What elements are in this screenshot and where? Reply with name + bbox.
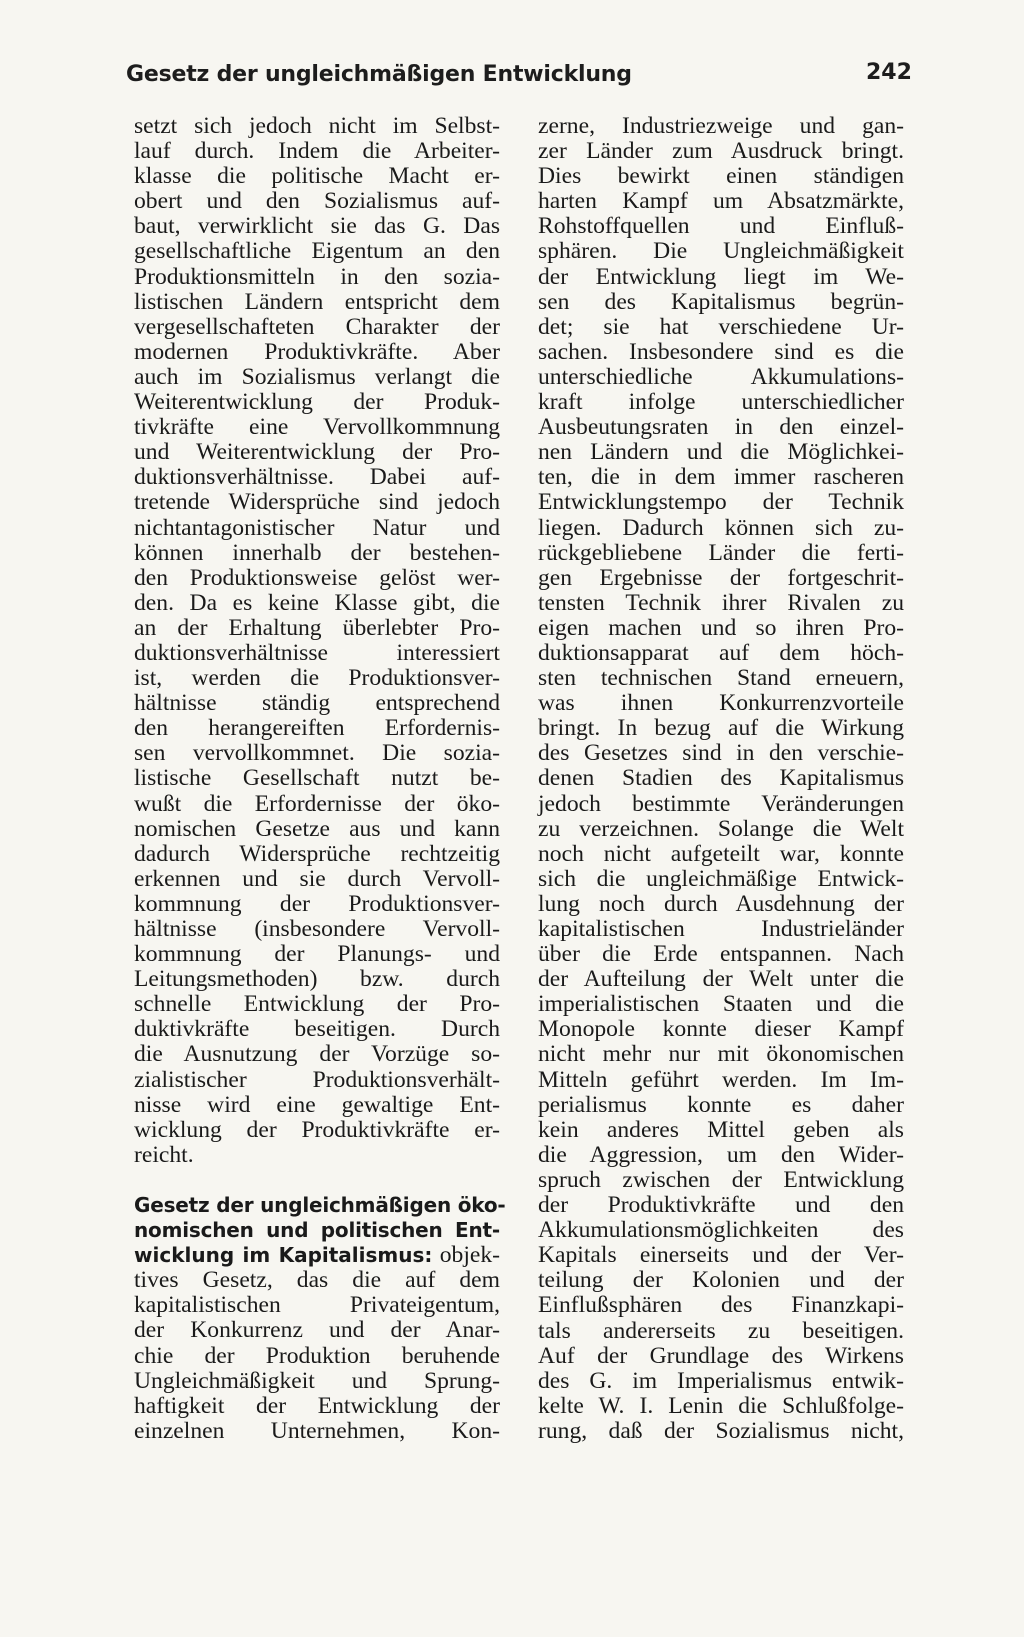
text-line: über die Erde entspannen. Nach	[538, 941, 904, 968]
text-line: den herangereiften Erfordernis-	[134, 715, 500, 742]
text-line: Auf der Grundlage des Wirkens	[538, 1342, 904, 1369]
running-header: Gesetz der ungleichmäßigen Entwicklung	[126, 62, 632, 87]
text-line: nichtantagonistischer Natur und	[134, 514, 500, 541]
text-line: lauf durch. Indem die Arbeiter-	[134, 138, 500, 165]
text-line: Produktionsmitteln in den sozia-	[134, 263, 500, 290]
entry-heading-end: wicklung im Kapitalismus:	[134, 1243, 433, 1268]
text-line: Entwicklungstempo der Technik	[538, 489, 904, 516]
entry-definition-start: objek-	[439, 1242, 500, 1269]
text-line: Rohstoffquellen und Einfluß-	[538, 213, 904, 240]
text-line: haftigkeit der Entwicklung der	[134, 1392, 500, 1419]
text-line: Weiterentwicklung der Produk-	[134, 389, 500, 416]
text-line: unterschiedliche Akkumulations-	[538, 363, 904, 390]
text-line: bringt. In bezug auf die Wirkung	[538, 715, 904, 742]
text-line: Ungleichmäßigkeit und Sprung-	[134, 1367, 500, 1394]
text-line: kapitalistischen Privateigentum,	[134, 1292, 500, 1319]
paragraph-gap	[134, 1168, 500, 1193]
left-column	[134, 113, 506, 1444]
text-line: ten, die in dem immer rascheren	[538, 464, 904, 491]
entry-heading-line: Gesetz der ungleichmäßigen öko-	[134, 1192, 506, 1217]
text-line: chie der Produktion beruhende	[134, 1342, 500, 1369]
paragraph-continuation	[134, 114, 500, 1168]
text-line: listische Gesellschaft nutzt be-	[134, 765, 500, 792]
text-line: reicht.	[134, 1141, 194, 1168]
text-line: wußt die Erfordernisse der öko-	[134, 790, 500, 817]
text-line: des Gesetzes sind in den verschie-	[538, 740, 904, 767]
text-line: rung, daß der Sozialismus nicht,	[538, 1417, 904, 1444]
text-line: jedoch bestimmte Veränderungen	[538, 790, 904, 817]
text-line: sen des Kapitalismus begrün-	[538, 288, 904, 315]
page-number: 242	[866, 60, 912, 85]
text-line: Mitteln geführt werden. Im Im-	[538, 1066, 904, 1093]
text-line: kommnung der Planungs- und	[134, 941, 500, 968]
text-line: tivkräfte eine Vervollkommnung	[134, 414, 500, 441]
text-line: duktionsverhältnisse interessiert	[134, 639, 500, 666]
text-line: hältnisse (insbesondere Vervoll-	[134, 916, 500, 942]
text-line: tives Gesetz, das die auf dem	[134, 1267, 500, 1294]
text-line: ist, werden die Produktionsver-	[134, 665, 500, 692]
text-line: schnelle Entwicklung der Pro-	[134, 991, 500, 1018]
text-line: tretende Widersprüche sind jedoch	[134, 489, 500, 516]
text-line: den. Da es keine Klasse gibt, die	[134, 589, 500, 616]
text-line: nen Ländern und die Möglichkei-	[538, 439, 904, 466]
text-line: Einflußsphären des Finanzkapi-	[538, 1292, 904, 1319]
text-line: harten Kampf um Absatzmärkte,	[538, 188, 904, 215]
text-line: einzelnen Unternehmen, Kon-	[134, 1417, 500, 1444]
text-line: perialismus konnte es daher	[538, 1091, 904, 1118]
text-line: zialistischer Produktionsverhält-	[134, 1066, 500, 1093]
text-line: kapitalistischen Industrieländer	[538, 916, 904, 942]
text-line: spruch zwischen der Entwicklung	[538, 1166, 904, 1193]
text-line: nisse wird eine gewaltige Ent-	[134, 1091, 500, 1118]
text-line: tals andererseits zu beseitigen.	[538, 1317, 904, 1344]
text-line: zu verzeichnen. Solange die Welt	[538, 815, 904, 842]
text-line: der Produktivkräfte und den	[538, 1192, 904, 1219]
text-line: auch im Sozialismus verlangt die	[134, 363, 500, 390]
text-line: zer Länder zum Ausdruck bringt.	[538, 138, 904, 165]
text-line: imperialistischen Staaten und die	[538, 991, 904, 1018]
entry-heading-line: nomischen und politischen Ent-	[134, 1218, 500, 1243]
text-line: kein anderes Mittel geben als	[538, 1116, 904, 1143]
text-line: sen vervollkommnet. Die sozia-	[134, 740, 500, 767]
text-line: des G. im Imperialismus entwik-	[538, 1367, 904, 1394]
text-line: duktivkräfte beseitigen. Durch	[134, 1016, 500, 1043]
text-line: erkennen und sie durch Vervoll-	[134, 865, 500, 892]
text-line: was ihnen Konkurrenzvorteile	[538, 690, 904, 717]
text-line: die Aggression, um den Wider-	[538, 1141, 904, 1168]
text-line: der Entwicklung liegt im We-	[538, 263, 904, 290]
text-line: gesellschaftliche Eigentum an den	[134, 238, 500, 265]
entry-definition	[134, 1268, 500, 1444]
text-line: Kapitals einerseits und der Ver-	[538, 1242, 904, 1269]
text-line: setzt sich jedoch nicht im Selbst-	[134, 113, 500, 139]
text-line: Monopole konnte dieser Kampf	[538, 1016, 904, 1043]
text-line: liegen. Dadurch können sich zu-	[538, 514, 904, 541]
text-line: sich die ungleichmäßige Entwick-	[538, 865, 904, 892]
text-line: denen Stadien des Kapitalismus	[538, 765, 904, 792]
text-line: und Weiterentwicklung der Pro-	[134, 439, 500, 466]
text-line: teilung der Kolonien und der	[538, 1267, 904, 1294]
text-line: kommnung der Produktionsver-	[134, 890, 500, 917]
text-line: zerne, Industriezweige und gan-	[538, 113, 904, 139]
text-line: Leitungsmethoden) bzw. durch	[134, 966, 500, 993]
text-line: sachen. Insbesondere sind es die	[538, 338, 904, 365]
text-line: rückgebliebene Länder die ferti-	[538, 539, 904, 566]
entry-heading-line-mixed	[134, 1243, 500, 1268]
text-line: tensten Technik ihrer Rivalen zu	[538, 589, 904, 616]
text-line: nomischen Gesetze aus und kann	[134, 815, 500, 842]
text-line: Dies bewirkt einen ständigen	[538, 163, 904, 190]
text-line: duktionsverhältnisse. Dabei auf-	[134, 464, 500, 491]
text-line: nicht mehr nur mit ökonomischen	[538, 1041, 904, 1068]
text-line: kelte W. I. Lenin die Schlußfolge-	[538, 1392, 904, 1419]
text-line: listischen Ländern entspricht dem	[134, 288, 500, 315]
text-line: eigen machen und so ihren Pro-	[538, 614, 904, 641]
text-line: Ausbeutungsraten in den einzel-	[538, 414, 904, 441]
text-line: können innerhalb der bestehen-	[134, 539, 500, 566]
text-line: duktionsapparat auf dem höch-	[538, 639, 904, 666]
text-line: kraft infolge unterschiedlicher	[538, 389, 904, 416]
text-line: baut, verwirklicht sie das G. Das	[134, 213, 500, 240]
text-line: sphären. Die Ungleichmäßigkeit	[538, 238, 904, 265]
text-line: vergesellschafteten Charakter der	[134, 313, 500, 340]
right-column	[538, 114, 904, 1444]
text-line: den Produktionsweise gelöst wer-	[134, 564, 500, 591]
text-line: dadurch Widersprüche rechtzeitig	[134, 840, 500, 867]
text-line: klasse die politische Macht er-	[134, 163, 500, 190]
text-line: hältnisse ständig entsprechend	[134, 690, 500, 717]
text-line: obert und den Sozialismus auf-	[134, 188, 500, 215]
text-line: an der Erhaltung überlebter Pro-	[134, 614, 500, 641]
text-line: gen Ergebnisse der fortgeschrit-	[538, 564, 904, 591]
text-line: wicklung der Produktivkräfte er-	[134, 1116, 500, 1143]
text-line: det; sie hat verschiedene Ur-	[538, 313, 904, 340]
text-line: Akkumulationsmöglichkeiten des	[538, 1217, 904, 1244]
text-line: lung noch durch Ausdehnung der	[538, 890, 904, 917]
text-line: noch nicht aufgeteilt war, konnte	[538, 840, 904, 867]
text-line: der Konkurrenz und der Anar-	[134, 1317, 500, 1344]
text-line: die Ausnutzung der Vorzüge so-	[134, 1041, 500, 1068]
text-line: modernen Produktivkräfte. Aber	[134, 338, 500, 365]
text-line: der Aufteilung der Welt unter die	[538, 966, 904, 993]
text-line: sten technischen Stand erneuern,	[538, 665, 904, 692]
